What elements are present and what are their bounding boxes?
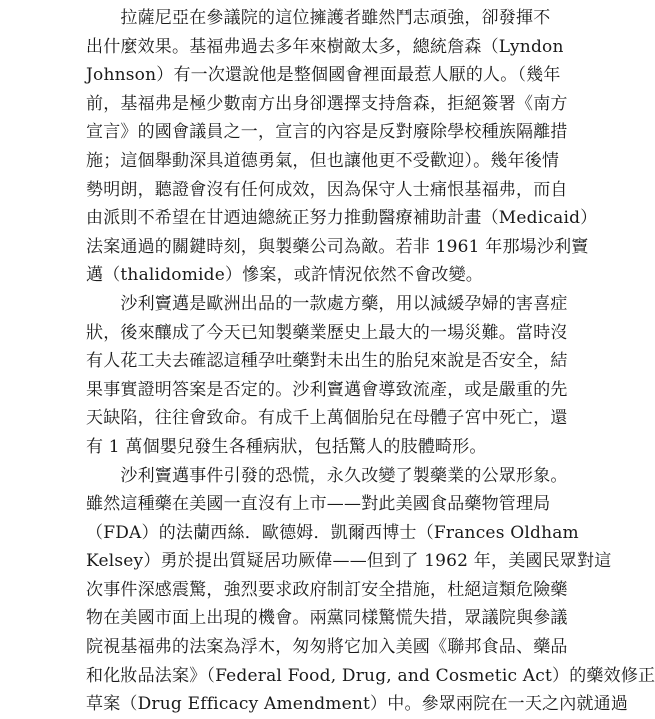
text-line: 草案（Drug Efficacy Amendment）中。參眾兩院在一天之內就通過 bbox=[86, 694, 629, 715]
text-line: 沙利竇邁是歐洲出品的一款處方藥，用以減緩孕婦的害喜症 bbox=[86, 293, 568, 314]
text-line: 果事實證明答案是否定的。沙利竇邁會導致流產，或是嚴重的先 bbox=[86, 379, 568, 400]
text-line: 天缺陷，往往會致命。有成千上萬個胎兒在母體子宮中死亡，還 bbox=[86, 408, 568, 429]
body-text bbox=[86, 0, 655, 719]
text-line: 由派則不希望在甘迺迪總統正努力推動醫療補助計畫（Medicaid） bbox=[86, 208, 598, 229]
text-line: 邁（thalidomide）慘案，或許情況依然不會改變。 bbox=[86, 265, 484, 286]
text-line: 沙利竇邁事件引發的恐慌，永久改變了製藥業的公眾形象。 bbox=[86, 465, 568, 486]
text-line: Kelsey）勇於提出質疑居功厥偉——但到了 1962 年，美國民眾對這 bbox=[86, 551, 612, 572]
text-line: 雖然這種藥在美國一直沒有上市——對此美國食品藥物管理局 bbox=[86, 494, 551, 515]
text-line: 施；這個舉動深具道德勇氣，但也讓他更不受歡迎）。幾年後情 bbox=[86, 150, 560, 171]
text-line: 法案通過的關鍵時刻，與製藥公司為敵。若非 1961 年那場沙利竇 bbox=[86, 236, 589, 257]
text-line: 次事件深感震驚，強烈要求政府制訂安全措施，杜絕這類危險藥 bbox=[86, 579, 568, 600]
text-line: 勢明朗，聽證會沒有任何成效，因為保守人士痛恨基福弗，而自 bbox=[86, 179, 568, 200]
text-line: 物在美國市面上出現的機會。兩黨同樣驚慌失措，眾議院與參議 bbox=[86, 608, 568, 629]
text-line: 拉薩尼亞在參議院的這位擁護者雖然鬥志頑強，卻發揮不 bbox=[86, 8, 551, 28]
text-line: 有人花工夫去確認這種孕吐藥對未出生的胎兒來說是否安全，結 bbox=[86, 351, 568, 372]
text-line: Johnson）有一次還說他是整個國會裡面最惹人厭的人。（幾年 bbox=[86, 65, 561, 86]
text-line: 宣言》的國會議員之一，宣言的內容是反對廢除學校種族隔離措 bbox=[86, 122, 568, 143]
text-line: 出什麼效果。基福弗過去多年來樹敵太多，總統詹森（Lyndon bbox=[86, 36, 564, 57]
text-line: 有 1 萬個嬰兒發生各種病狀，包括驚人的肢體畸形。 bbox=[86, 436, 487, 457]
text-line: 狀，後來釀成了今天已知製藥業歷史上最大的一場災難。當時沒 bbox=[86, 322, 568, 343]
text-line: （FDA）的法蘭西絲．歐德姆．凱爾西博士（Frances Oldham bbox=[86, 522, 579, 543]
text-line: 和化妝品法案》（Federal Food, Drug, and Cosmetic Act）的藥效修正 bbox=[86, 665, 655, 686]
text-line: 院視基福弗的法案為浮木，匆匆將它加入美國《聯邦食品、藥品 bbox=[86, 637, 568, 658]
text-line: 前，基福弗是極少數南方出身卻選擇支持詹森，拒絕簽署《南方 bbox=[86, 93, 568, 114]
